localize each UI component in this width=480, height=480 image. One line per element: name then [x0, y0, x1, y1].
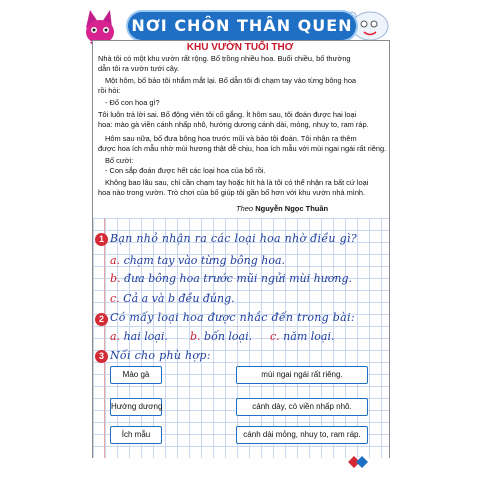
page-corner-decoration — [346, 454, 370, 470]
reading-title: KHU VƯỜN TUỔI THƠ — [186, 42, 294, 53]
reading-line: - Đố con hoa gì? — [105, 98, 160, 107]
reading-line: Một hôm, bố bảo tôi nhắm mắt lại. Bố dẫn tôi đi chạm tay vào từng bông hoa — [105, 76, 357, 85]
option-letter: a. — [110, 254, 121, 267]
match-right-item[interactable]: cánh dày, có viền nhấp nhô. — [236, 398, 368, 416]
question-number: 2 — [95, 313, 108, 326]
reading-line: Nhà tôi có một khu vườn rất rộng. Bố trồng nhiều hoa. Buổi chiều, bố thường — [98, 54, 351, 63]
reading-line: Tôi luôn trả lời sai. Bố động viên tôi cố gắng. Ít hôm sau, tôi đoán được hai loại — [98, 110, 357, 119]
option-text: năm loại. — [283, 330, 335, 343]
page-title: NƠI CHÔN THÂN QUEN — [131, 16, 353, 35]
option-text: đưa bông hoa trước mũi ngửi mùi hương. — [124, 272, 353, 285]
reading-line: - Con sắp đoán được hết các loại hoa của bố rồi. — [105, 166, 266, 175]
answer-option[interactable] — [110, 292, 235, 305]
option-text: bốn loại. — [204, 330, 253, 343]
answer-option[interactable] — [110, 272, 352, 285]
option-text: hai loại. — [123, 330, 168, 343]
question-number: 3 — [95, 350, 108, 363]
reading-line: Bố cười: — [105, 156, 134, 165]
reading-line: hoa: mào gà viền cánh nhấp nhô, hướng dương cánh dài, mỏng, nhuy to, ram ráp. — [98, 120, 369, 129]
question-number: 1 — [95, 233, 108, 246]
answer-option[interactable] — [270, 330, 334, 343]
option-letter: c. — [270, 330, 280, 343]
option-letter: a. — [110, 330, 121, 343]
match-left-item[interactable]: Mào gà — [110, 366, 162, 384]
question-prompt: Bạn nhỏ nhận ra các loại hoa nhờ điều gì? — [110, 232, 357, 245]
reading-line: Không bao lâu sau, chỉ cần chạm tay hoặc hít hà là tôi có thể nhận ra bất cứ loại — [105, 178, 369, 187]
reading-line: Hôm sau nữa, bố đưa bông hoa trước mũi và bảo tôi đoán. Tôi nhận ra thêm — [105, 134, 357, 143]
answer-option[interactable] — [190, 330, 252, 343]
option-text: Cả a và b đều đúng. — [123, 292, 235, 305]
option-letter: b. — [110, 272, 121, 285]
option-letter: b. — [190, 330, 201, 343]
reading-line: hoa nào trong vườn. Trò chơi của bố giúp tôi gần bố hơn với khu vườn nhà mình. — [98, 188, 366, 197]
question-prompt: Có mấy loại hoa được nhắc đến trong bài: — [110, 311, 355, 324]
question-prompt: Nối cho phù hợp: — [110, 349, 211, 362]
author-credit — [236, 204, 328, 213]
match-right-item[interactable]: cánh dài mỏng, nhuy to, ram ráp. — [236, 426, 368, 444]
margin-line — [104, 218, 105, 458]
reading-line: rồi hỏi: — [98, 86, 121, 95]
answer-option[interactable] — [110, 330, 168, 343]
reading-line: dẫn tôi ra vườn tưới cây. — [98, 64, 180, 73]
match-right-item[interactable]: mùi ngai ngái rất riêng. — [236, 366, 368, 384]
match-left-item[interactable]: Hướng dương — [110, 398, 162, 416]
answer-option[interactable] — [110, 254, 285, 267]
option-text: chạm tay vào từng bông hoa. — [123, 254, 286, 267]
option-letter: c. — [110, 292, 120, 305]
author-prefix: Theo — [236, 204, 254, 213]
reading-line: được hoa ích mẫu nhờ mùi hương thật dễ chịu, hoa ích mẫu với mùi ngai ngái rất riêng. — [98, 144, 387, 153]
author-name: Nguyễn Ngọc Thuần — [255, 204, 329, 213]
match-left-item[interactable]: Ích mẫu — [110, 426, 162, 444]
